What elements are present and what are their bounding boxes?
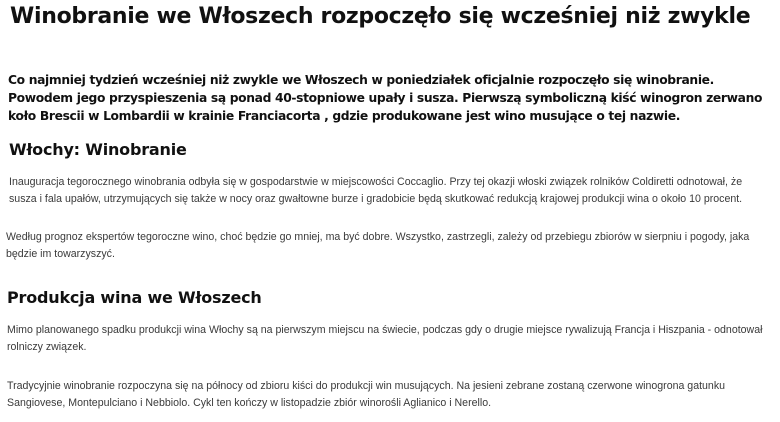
section-heading-produkcja: Produkcja wina we Włoszech (7, 288, 262, 307)
paragraph-tradycja: Tradycyjnie winobranie rozpoczyna się na północy od zbioru kiści do produkcji win musujących. Na jesieni zebrane zostaną czerwone winogrona gatunku Sangiovese, Montepulciano i Nebbiolo. Cykl ten kończy w listopadzie zbiór winorośli Aglianico i Nerello. (7, 380, 726, 409)
paragraph-inauguracja: Inauguracja tegorocznego winobrania odbyła się w gospodarstwie w miejscowości Coccaglio. Przy tej okazji włoski związek rolników Coldiretti odnotował, że susza i fala upałów, utrzymujących się także w nocy oraz gwałtowne burze i gradobicie będą skutkować redukcją krajowej produkcji wina o około 10 procent. (9, 176, 743, 205)
article-lead: Co najmniej tydzień wcześniej niż zwykle we Włoszech w poniedziałek oficjalnie rozpoczęło się winobranie. Powodem jego przyspieszenia są ponad 40-stopniowe upały i susza. Pierwszą symboliczną kiść winogron zerwano koło Brescii w Lombardii w krainie Franciacorta , gdzie produkowane jest wino musujące o tej nazwie. (8, 73, 763, 123)
section-heading-winobranie: Włochy: Winobranie (9, 140, 187, 159)
paragraph-ranking: Mimo planowanego spadku produkcji wina Włochy są na pierwszym miejscu na świecie, podczas gdy o drugie miejsce rywalizują Francja i Hiszpania - odnotował rolniczy związek. (7, 324, 763, 353)
article-title: Winobranie we Włoszech rozpoczęło się wcześniej niż zwykle (10, 4, 751, 29)
paragraph-prognozy: Według prognoz ekspertów tegoroczne wino, choć będzie go mniej, ma być dobre. Wszystko, zastrzegli, zależy od przebiegu zbiorów w sierpniu i pogody, jaka będzie im towarzyszyć. (6, 231, 750, 260)
